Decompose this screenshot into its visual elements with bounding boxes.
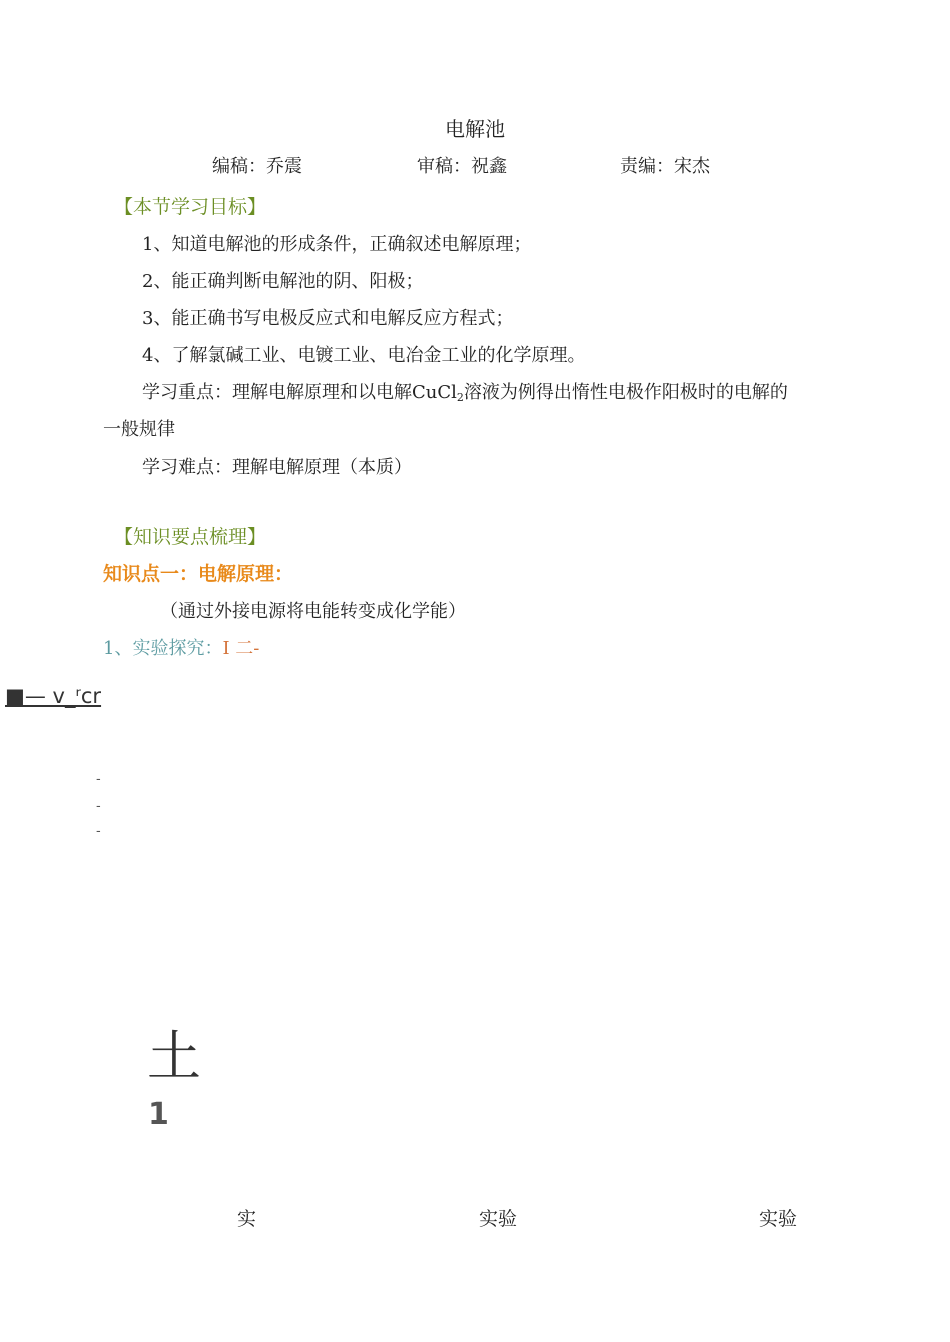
ocr-artifact-line: [5, 684, 101, 708]
key-point-prefix: 学习重点：理解电解原理和以电解CuCl: [142, 382, 457, 403]
objective-item: 3、能正确书写电极反应式和电解反应方程式；: [142, 308, 514, 329]
objective-item: 1、知道电解池的形成条件，正确叙述电解原理；: [142, 234, 532, 255]
experiment-label: 1、实验探究：: [103, 638, 223, 659]
dash-mark: -: [96, 799, 101, 814]
objective-item: 4、了解氯碱工业、电镀工业、电冶金工业的化学原理。: [142, 345, 586, 366]
credit-chief-editor: 责编：宋杰: [620, 156, 710, 177]
experiment-line: [103, 634, 259, 660]
key-point-continuation: 一般规律: [103, 419, 175, 440]
ocr-artifact-text: ■— v_ʳcr: [5, 684, 102, 708]
difficulty-point: 学习难点：理解电解原理（本质）: [142, 457, 412, 478]
apparatus-glyph: 土: [147, 1025, 201, 1088]
table-header-fragment: 实验: [479, 1208, 518, 1230]
knowledge-point-description: （通过外接电源将电能转变成化学能）: [160, 601, 466, 622]
experiment-artifact: I 二-: [222, 638, 260, 659]
table-header-fragment: 实: [237, 1208, 257, 1230]
key-point-suffix: 溶液为例得出惰性电极作阳极时的电解的: [463, 382, 788, 403]
key-point-subscript: 2: [456, 391, 464, 404]
knowledge-point-title: 知识点一：电解原理：: [103, 563, 294, 585]
table-header-fragment: 实验: [759, 1208, 798, 1230]
credit-reviewer: 审稿：祝鑫: [417, 156, 507, 177]
credit-editor: 编稿：乔震: [212, 156, 302, 177]
key-point: [142, 378, 788, 404]
knowledge-heading: 【知识要点梳理】: [114, 526, 267, 548]
objectives-heading: 【本节学习目标】: [114, 196, 267, 218]
objective-item: 2、能正确判断电解池的阴、阳极；: [142, 271, 424, 292]
dash-mark: -: [96, 824, 101, 839]
page-title: 电解池: [445, 117, 505, 141]
apparatus-number: 1: [148, 1097, 169, 1132]
dash-mark: -: [96, 772, 101, 787]
